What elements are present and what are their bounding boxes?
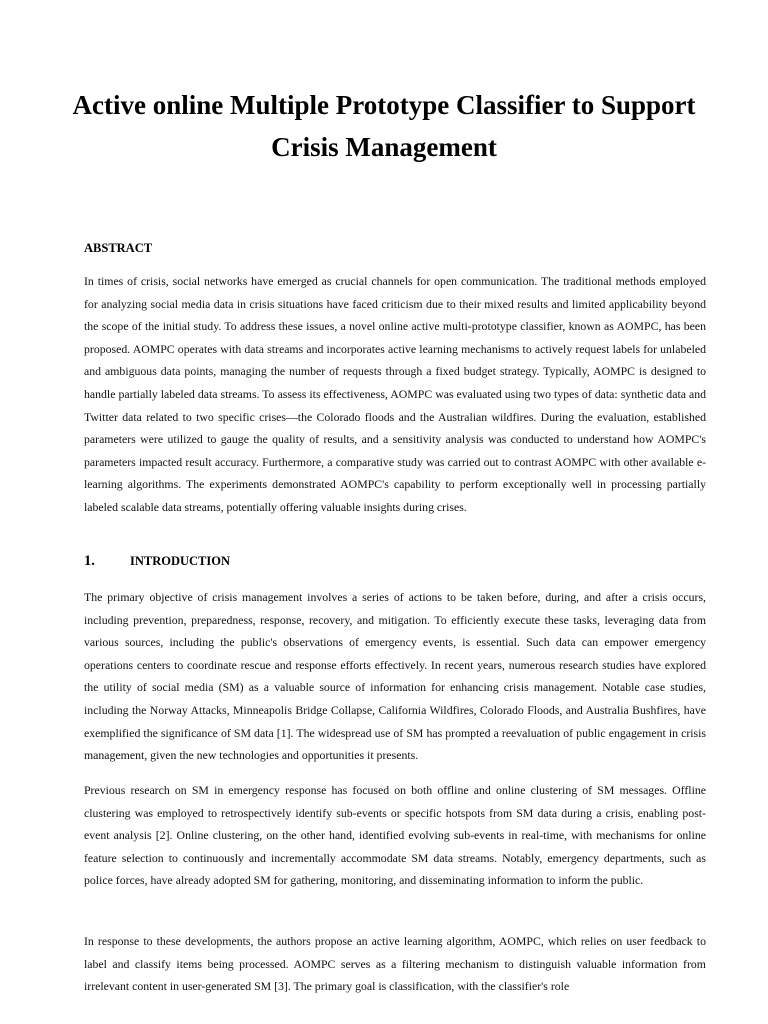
introduction-paragraph-2: Previous research on SM in emergency response has focused on both offline and online clustering of SM messages. Offline clustering was employed to retrospectively identify sub-events or specific hotspots from SM data during a crisis, enabling post-event analysis [2]. Online clustering, on the other hand, identified evolving sub-events in real-time, with mechanisms for online feature selection to continuously and incrementally accommodate SM data streams. Notably, emergency departments, such as police forces, have already adopted SM for gathering, monitoring, and disseminating information to inform the public. [84,783,706,888]
introduction-paragraph-3: In response to these developments, the authors propose an active learning algorithm, AOMPC, which relies on user feedback to label and classify items being processed. AOMPC serves as a filtering mechanism to distinguish valuable information from irrelevant content in user-generated SM [3]. The primary goal is classification, with the classifier's role [84,934,706,994]
introduction-paragraph-1: The primary objective of crisis management involves a series of actions to be taken before, during, and after a crisis occurs, including prevention, preparedness, response, recovery, and mitigation. To efficiently execute these tasks, leveraging data from various sources, including the public's observations of emergency events, is essential. Such data can empower emergency operations centers to coordinate rescue and response efforts effectively. In recent years, numerous research studies have explored the utility of social media (SM) as a valuable source of information for enhancing crisis management. Notable case studies, including the Norway Attacks, Minneapolis Bridge Collapse, California Wildfires, Colorado Floods, and Australia Bushfires, have exemplified the significance of SM data [1]. The widespread use of SM has prompted a reevaluation of public engagement in crisis management, given the new technologies and opportunities it presents. [84,590,706,763]
section-number: 1. [84,553,95,569]
section-title: INTRODUCTION [130,554,231,568]
abstract-paragraph: In times of crisis, social networks have emerged as crucial channels for open communication. The traditional methods employed for analyzing social media data in crisis situations have faced criticism due to their mixed results and limited applicability beyond the scope of the initial study. To address these issues, a novel online active multi-prototype classifier, known as AOMPC, has been proposed. AOMPC operates with data streams and incorporates active learning mechanisms to actively request labels for unlabeled and ambiguous data points, managing the number of requests through a fixed budget strategy. Typically, AOMPC is designed to handle partially labeled data streams. To assess its effectiveness, AOMPC was evaluated using two types of data: synthetic data and Twitter data related to two specific crises—the Colorado floods and the Australian wildfires. During the evaluation, established parameters were utilized to gauge the quality of results, and a sensitivity analysis was conducted to understand how AOMPC's parameters impacted result accuracy. Furthermore, a comparative study was carried out to contrast AOMPC with other available e-learning algorithms. The experiments demonstrated AOMPC's capability to perform exceptionally well in processing partially labeled scalable data streams, potentially offering valuable insights during crises. [84,274,706,514]
introduction-heading [84,553,230,570]
abstract-heading: ABSTRACT [84,241,153,255]
paper-title: Active online Multiple Prototype Classifier to Support Crisis Management [72,90,696,162]
